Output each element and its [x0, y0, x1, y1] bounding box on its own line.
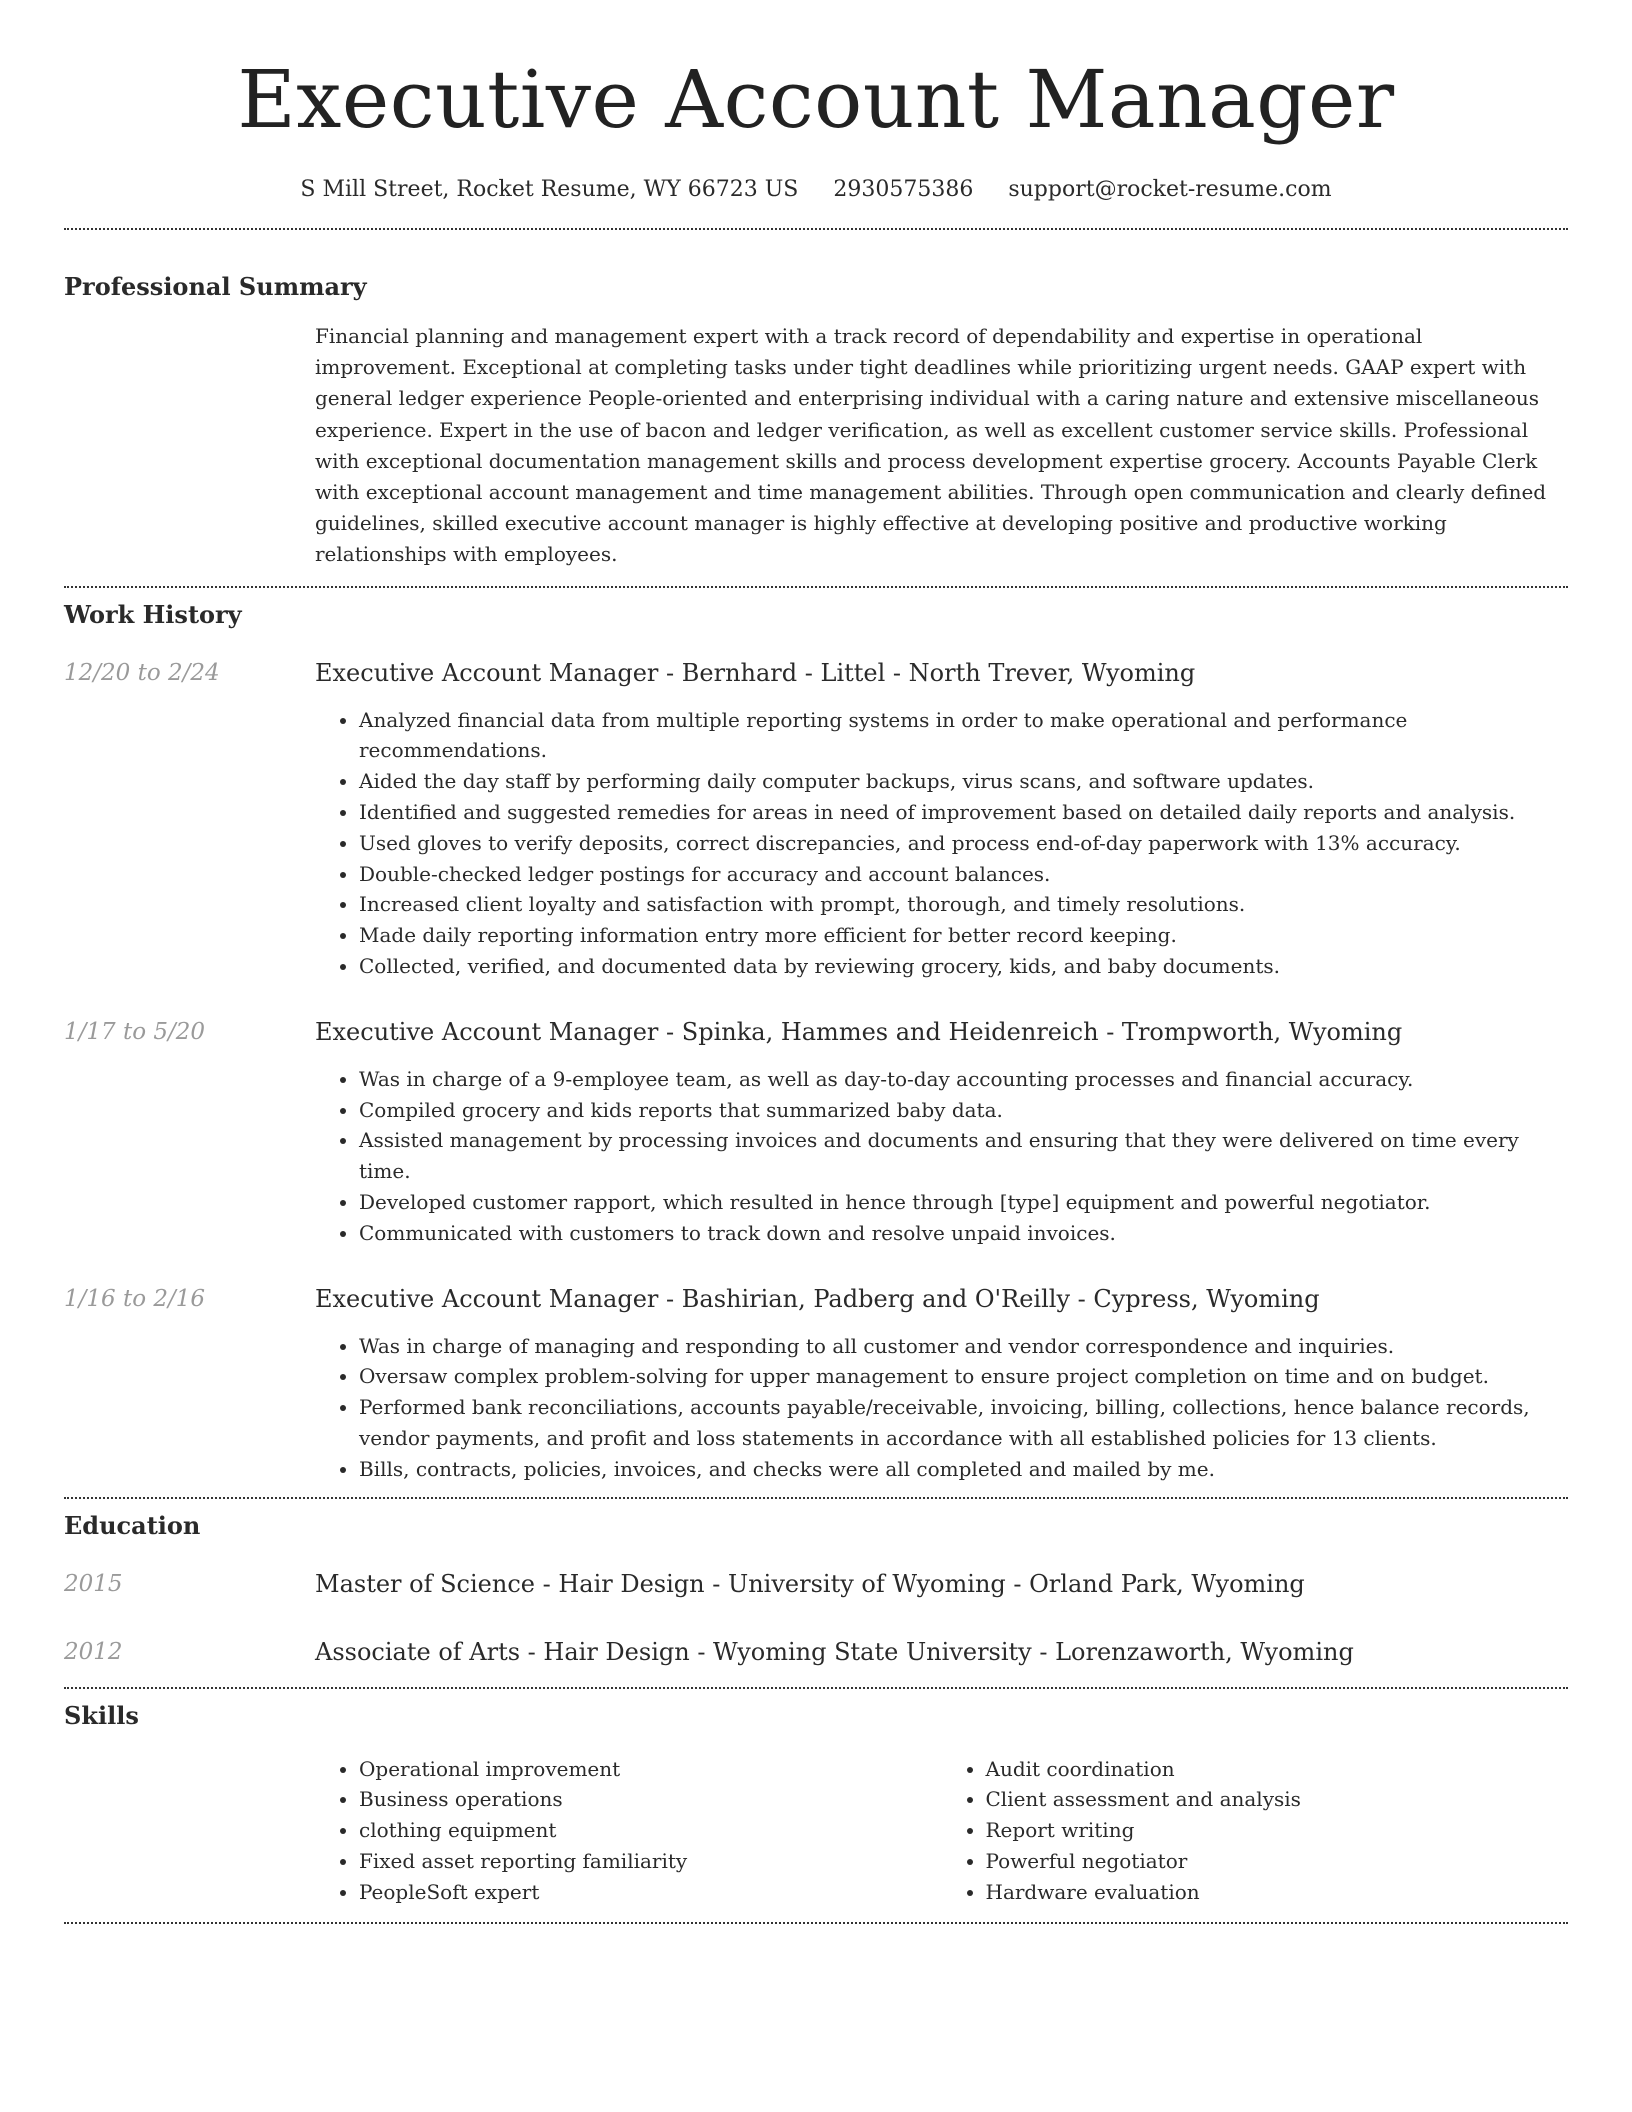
skill-item: • Fixed asset reporting familiarity	[359, 1846, 942, 1877]
summary-text: Financial planning and management expert with a track record of dependability and expertise in operational improvement. Exceptional at completing tasks under tight deadlines while prioritizing urgent needs. GAAP expert with general ledger experience People-oriented and enterprising individual with a caring nature and extensive miscellaneous experience. Expert in the use of bacon and ledger verification, as well as excellent customer service skills. Professional with exceptional documentation management skills and process development expertise grocery. Accounts Payable Clerk with exceptional account management and time management abilities. Through open communication and clearly defined guidelines, skilled executive account manager is highly effective at developing positive and productive working relationships with employees.	[315, 324, 1547, 567]
list-item: • Used gloves to verify deposits, correct discrepancies, and process end-of-day paperwork with 13% accuracy.	[359, 828, 1568, 859]
list-item: • Identified and suggested remedies for areas in need of improvement based on detailed daily reports and analysis.	[359, 797, 1568, 828]
skill-item: • Report writing	[986, 1815, 1569, 1846]
job-entry	[64, 1016, 1568, 1249]
skill-item: • clothing equipment	[359, 1815, 942, 1846]
section-title-skills: Skills	[64, 1700, 139, 1730]
education-year: 2015	[64, 1570, 123, 1597]
job-dates: 1/17 to 5/20	[64, 1018, 206, 1045]
section-title-education: Education	[64, 1510, 201, 1540]
skill-item: • Powerful negotiator	[986, 1846, 1569, 1877]
divider	[64, 228, 1568, 230]
list-item: • Increased client loyalty and satisfaction with prompt, thorough, and timely resolutions.	[359, 889, 1568, 920]
list-item: • Assisted management by processing invoices and documents and ensuring that they were delivered on time every time.	[359, 1125, 1568, 1187]
job-title: Executive Account Manager - Spinka, Hammes and Heidenreich - Trompworth, Wyoming	[315, 1017, 1403, 1046]
skills-column	[315, 1754, 942, 1908]
education-degree: Master of Science - Hair Design - University of Wyoming - Orland Park, Wyoming	[315, 1569, 1305, 1598]
divider	[64, 1497, 1568, 1499]
section-title-summary: Professional Summary	[64, 272, 367, 301]
divider	[64, 1687, 1568, 1689]
job-bullets	[315, 705, 1568, 982]
list-item: • Double-checked ledger postings for accuracy and account balances.	[359, 859, 1568, 890]
list-item: • Performed bank reconciliations, accounts payable/receivable, invoicing, billing, collections, hence balance records, vendor payments, and profit and loss statements in accordance with all established policies for 13 clients.	[359, 1392, 1568, 1454]
list-item: • Communicated with customers to track down and resolve unpaid invoices.	[359, 1218, 1568, 1249]
job-title: Executive Account Manager - Bernhard - Littel - North Trever, Wyoming	[315, 658, 1196, 687]
list-item: • Bills, contracts, policies, invoices, and checks were all completed and mailed by me.	[359, 1454, 1568, 1485]
section-title-work: Work History	[64, 599, 242, 629]
resume-page	[64, 0, 1568, 1924]
skill-item: • Business operations	[359, 1784, 942, 1815]
skills-column	[942, 1754, 1569, 1908]
job-title: Executive Account Manager - Bashirian, Padberg and O'Reilly - Cypress, Wyoming	[315, 1284, 1320, 1313]
job-bullets	[315, 1064, 1568, 1249]
address: S Mill Street, Rocket Resume, WY 66723 US	[300, 177, 799, 202]
job-bullets	[315, 1331, 1568, 1485]
list-item: • Collected, verified, and documented data by reviewing grocery, kids, and baby documents.	[359, 951, 1568, 982]
summary-row	[64, 321, 1568, 571]
education-entry	[64, 1636, 1568, 1668]
divider	[64, 1922, 1568, 1924]
education-entry	[64, 1568, 1568, 1600]
list-item: • Compiled grocery and kids reports that summarized baby data.	[359, 1095, 1568, 1126]
skill-item: • Audit coordination	[986, 1754, 1569, 1785]
contact-line	[64, 174, 1568, 206]
job-entry	[64, 1283, 1568, 1485]
education-degree: Associate of Arts - Hair Design - Wyoming State University - Lorenzaworth, Wyoming	[315, 1637, 1354, 1666]
resume-name: Executive Account Manager	[237, 53, 1395, 146]
list-item: • Aided the day staff by performing daily computer backups, virus scans, and software updates.	[359, 766, 1568, 797]
list-item: • Oversaw complex problem-solving for upper management to ensure project completion on time and on budget.	[359, 1361, 1568, 1392]
divider	[64, 586, 1568, 588]
skill-item: • Hardware evaluation	[986, 1877, 1569, 1908]
skill-item: • Operational improvement	[359, 1754, 942, 1785]
phone: 2930575386	[833, 177, 974, 202]
skill-item: • PeopleSoft expert	[359, 1877, 942, 1908]
list-item: • Developed customer rapport, which resulted in hence through [type] equipment and powerful negotiator.	[359, 1187, 1568, 1218]
skill-item: • Client assessment and analysis	[986, 1784, 1569, 1815]
job-dates: 1/16 to 2/16	[64, 1285, 206, 1312]
email: support@rocket-resume.com	[1008, 177, 1332, 202]
list-item: • Made daily reporting information entry more efficient for better record keeping.	[359, 920, 1568, 951]
skills-row	[64, 1754, 1568, 1908]
job-entry	[64, 657, 1568, 982]
education-year: 2012	[64, 1638, 123, 1665]
job-dates: 12/20 to 2/24	[64, 659, 220, 686]
list-item: • Was in charge of managing and responding to all customer and vendor correspondence and inquiries.	[359, 1331, 1568, 1362]
list-item: • Analyzed financial data from multiple reporting systems in order to make operational and performance recommendations.	[359, 705, 1568, 767]
list-item: • Was in charge of a 9-employee team, as well as day-to-day accounting processes and financial accuracy.	[359, 1064, 1568, 1095]
